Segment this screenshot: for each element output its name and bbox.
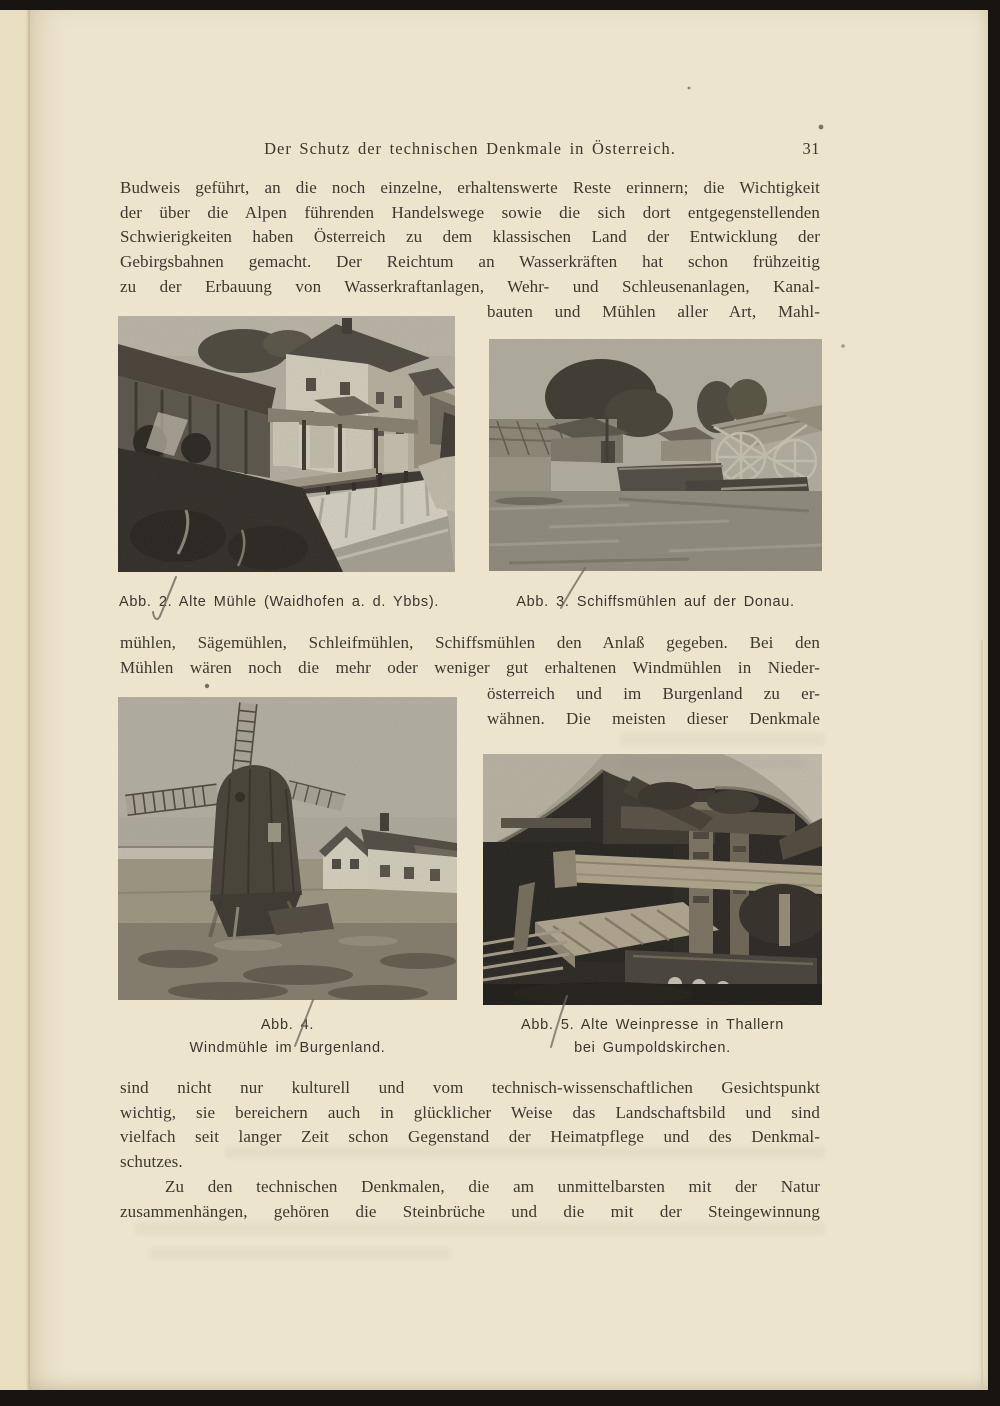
paragraph-4 [120, 1175, 820, 1224]
bleed-through-text [620, 733, 825, 746]
caption-fig4 [118, 1014, 457, 1060]
text-line: zusammenhängen, gehören die Steinbrüche und die mit der Steingewinnung [120, 1201, 820, 1221]
text-line: Schwierigkeiten haben Österreich zu dem klassischen Land der Entwicklung der [120, 227, 820, 247]
bleed-through-text [135, 1222, 825, 1235]
paragraph-3 [120, 1076, 820, 1175]
photo-ship-mills-danube [489, 339, 822, 571]
paragraph-2-runaround [487, 681, 820, 731]
photo-old-mill-waidhofen [118, 316, 455, 572]
paragraph-1 [120, 176, 820, 300]
page-number: 31 [802, 139, 820, 158]
photo-wine-press-thallern [483, 754, 822, 1005]
caption-fig3: Abb. 3. Schiffsmühlen auf der Donau. [516, 594, 795, 610]
paragraph-2 [120, 631, 820, 680]
page-stack-edge [981, 640, 983, 1388]
text-line: Gebirgsbahnen gemacht. Der Reichtum an Wasserkräften hat schon frühzeitig [120, 252, 820, 272]
text-line: zu der Erbauung von Wasserkraftanlagen, Wehr- und Schleusenanlagen, Kanal- [120, 276, 820, 296]
text-line: Budweis geführt, an die noch einzelne, erhaltenswerte Reste erinnern; die Wichtigkeit [120, 178, 820, 197]
caption-fig5 [483, 1014, 822, 1060]
text-line: Zu den technischen Denkmalen, die am unmittelbarsten mit der Natur [165, 1177, 820, 1196]
running-header-title: Der Schutz der technischen Denkmale in Österreich. [264, 139, 676, 158]
text-line: schutzes. [120, 1152, 183, 1172]
bleed-through-text [225, 1146, 825, 1159]
text-line: vielfach seit langer Zeit schon Gegenstand der Heimatpflege und des Denkmal- [120, 1127, 820, 1147]
text-line: mühlen, Sägemühlen, Schleifmühlen, Schiffsmühlen den Anlaß gegeben. Bei den [120, 633, 820, 652]
photo-windmill-burgenland [118, 697, 457, 1000]
text-line: sind nicht nur kulturell und vom technisch-wissenschaftlichen Gesichtspunkt [120, 1078, 820, 1097]
text-line: wähnen. Die meisten dieser Denkmale [487, 709, 820, 728]
scan-border-right [988, 0, 1000, 1406]
caption-fig2: Abb. 2. Alte Mühle (Waidhofen a. d. Ybbs). [119, 594, 440, 610]
scan-border-bottom [0, 1390, 1000, 1406]
paragraph-1-runaround-line: bauten und Mühlen aller Art, Mahl- [487, 302, 820, 321]
caption-fig4-line1: Abb. 4. [260, 1017, 315, 1033]
bleed-through-text [620, 757, 805, 769]
caption-fig4-line2: Windmühle im Burgenland. [189, 1040, 386, 1056]
caption-fig5-line2: bei Gumpoldskirchen. [574, 1040, 731, 1056]
text-line: der über die Alpen führenden Handelswege sowie die sich dort entgegenstellenden [120, 202, 820, 222]
caption-fig5-line1: Abb. 5. Alte Weinpresse in Thallern [521, 1017, 784, 1033]
text-line: österreich und im Burgenland zu er- [487, 684, 820, 703]
text-line: wichtig, sie bereichern auch in glücklicher Weise das Landschaftsbild und sind [120, 1102, 820, 1122]
scan-border-top [0, 0, 1000, 10]
bleed-through-text [150, 1247, 450, 1259]
text-line: Mühlen wären noch die mehr oder weniger gut erhaltenen Windmühlen in Nieder- [120, 657, 820, 677]
